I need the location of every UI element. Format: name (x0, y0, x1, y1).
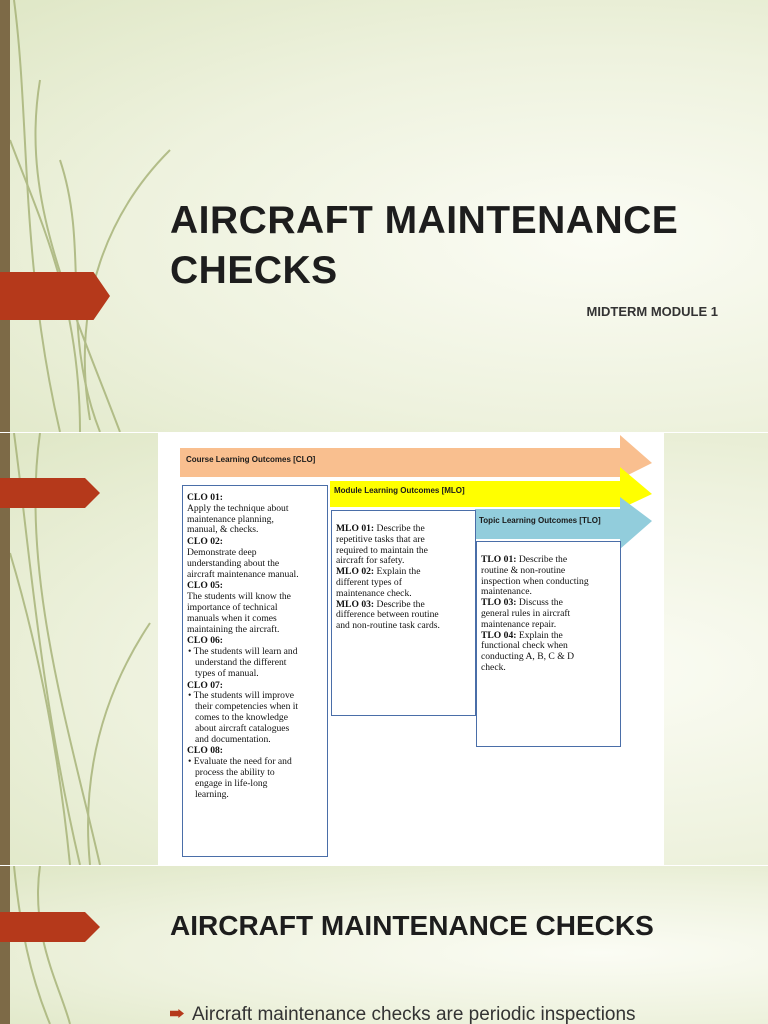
mlo-text-line: repetitive tasks that are (336, 533, 425, 545)
mlo-box (331, 510, 476, 716)
mlo-header: Module Learning Outcomes [MLO] (334, 486, 465, 495)
clo-item (187, 493, 323, 536)
tlo-code: TLO 01: (481, 554, 517, 565)
content-slide (0, 866, 768, 1024)
clo-code: CLO 07: (187, 679, 223, 691)
slide-subtitle: MIDTERM MODULE 1 (586, 304, 718, 319)
title-line-2: CHECKS (170, 249, 338, 292)
title-slide (0, 0, 768, 432)
clo-header: Course Learning Outcomes [CLO] (186, 455, 316, 464)
tlo-text-line: general rules in aircraft (481, 607, 571, 619)
tlo-code: TLO 04: (481, 629, 517, 641)
tlo-text: Explain the (518, 629, 563, 641)
clo-item (187, 746, 323, 800)
mlo-code: MLO 01: (336, 523, 375, 534)
mlo-text-line: different types of (336, 576, 402, 588)
tlo-text-line: routine & non-routine (481, 564, 566, 576)
learning-outcomes-figure (158, 433, 664, 865)
mlo-text: Describe the (376, 598, 425, 610)
bullet-item (170, 1004, 636, 1024)
mlo-item (336, 567, 471, 599)
title-line-1: AIRCRAFT MAINTENANCE (170, 199, 679, 242)
clo-item (187, 681, 323, 746)
accent-tab-marker (0, 912, 100, 942)
clo-text-line: types of manual. (195, 667, 259, 679)
mlo-item (336, 524, 471, 567)
tlo-text-line: conducting A, B, C & D (481, 651, 575, 663)
mlo-text: Describe the (376, 523, 425, 534)
clo-text-line: their competencies when it (195, 701, 299, 713)
clo-code: CLO 08: (187, 745, 223, 757)
bullet-text: Aircraft maintenance checks are periodic inspections (192, 1004, 636, 1024)
clo-text-line: The students will know the (187, 591, 291, 603)
tlo-text-line: maintenance. (481, 586, 532, 598)
decorative-swirl-lines (0, 866, 140, 1024)
tlo-text-line: functional check when (481, 640, 568, 652)
tlo-item (481, 555, 616, 598)
accent-tab-marker (0, 272, 110, 320)
tlo-text: Discuss the (518, 597, 563, 609)
slide-title (170, 196, 678, 296)
mlo-item (336, 600, 471, 632)
clo-item (187, 537, 323, 580)
clo-text-line: engage in life-long (195, 777, 268, 789)
tlo-text-line: check. (481, 661, 506, 673)
mlo-text-line: maintenance check. (336, 587, 412, 599)
tlo-text-line: maintenance repair. (481, 618, 557, 630)
clo-text-line: manual, & checks. (187, 524, 259, 536)
clo-text-line: about aircraft catalogues (195, 722, 290, 734)
mlo-text: Explain the (376, 566, 421, 578)
mlo-text-line: aircraft for safety. (336, 555, 405, 567)
left-edge-bar (0, 0, 10, 432)
tlo-header: Topic Learning Outcomes [TLO] (479, 516, 601, 525)
clo-text-line: manuals when it comes (187, 612, 277, 624)
clo-text-line: maintaining the aircraft. (187, 623, 280, 635)
mlo-text-line: required to maintain the (336, 544, 428, 556)
clo-text-line: • The students will improve (188, 690, 295, 702)
clo-code: CLO 06: (187, 635, 223, 647)
slide-title: AIRCRAFT MAINTENANCE CHECKS (170, 910, 654, 941)
mlo-text-line: difference between routine (336, 609, 439, 621)
clo-text-line: aircraft maintenance manual. (187, 568, 299, 580)
clo-item (187, 581, 323, 635)
tlo-code: TLO 03: (481, 597, 517, 609)
clo-box (182, 485, 328, 857)
clo-text-line: process the ability to (195, 766, 275, 778)
clo-text-line: and documentation. (195, 733, 271, 745)
left-edge-bar (0, 866, 10, 1024)
mlo-code: MLO 02: (336, 566, 375, 578)
tlo-text: Describe the (518, 554, 568, 565)
clo-text-line: comes to the knowledge (195, 711, 288, 723)
clo-text-line: maintenance planning, (187, 513, 274, 525)
outcomes-slide (0, 433, 768, 865)
clo-text-line: • The students will learn and (188, 646, 298, 658)
clo-text-line: learning. (195, 788, 229, 800)
arrow-bullet-icon (170, 1009, 184, 1018)
clo-text-line: understand the different (195, 656, 287, 668)
clo-code: CLO 02: (187, 536, 223, 548)
clo-code: CLO 01: (187, 492, 223, 503)
clo-text-line: importance of technical (187, 601, 278, 613)
tlo-item (481, 631, 616, 674)
clo-text-line: Apply the technique about (187, 502, 289, 514)
clo-text-line: • Evaluate the need for and (188, 756, 292, 768)
clo-item (187, 636, 323, 679)
accent-tab-marker (0, 478, 100, 508)
mlo-code: MLO 03: (336, 598, 375, 610)
tlo-item (481, 598, 616, 630)
clo-code: CLO 05: (187, 580, 223, 592)
clo-text-line: Demonstrate deep (187, 546, 257, 558)
tlo-box (476, 541, 621, 747)
tlo-text-line: inspection when conducting (481, 575, 589, 587)
clo-text-line: understanding about the (187, 557, 280, 569)
mlo-text-line: and non-routine task cards. (336, 620, 440, 632)
